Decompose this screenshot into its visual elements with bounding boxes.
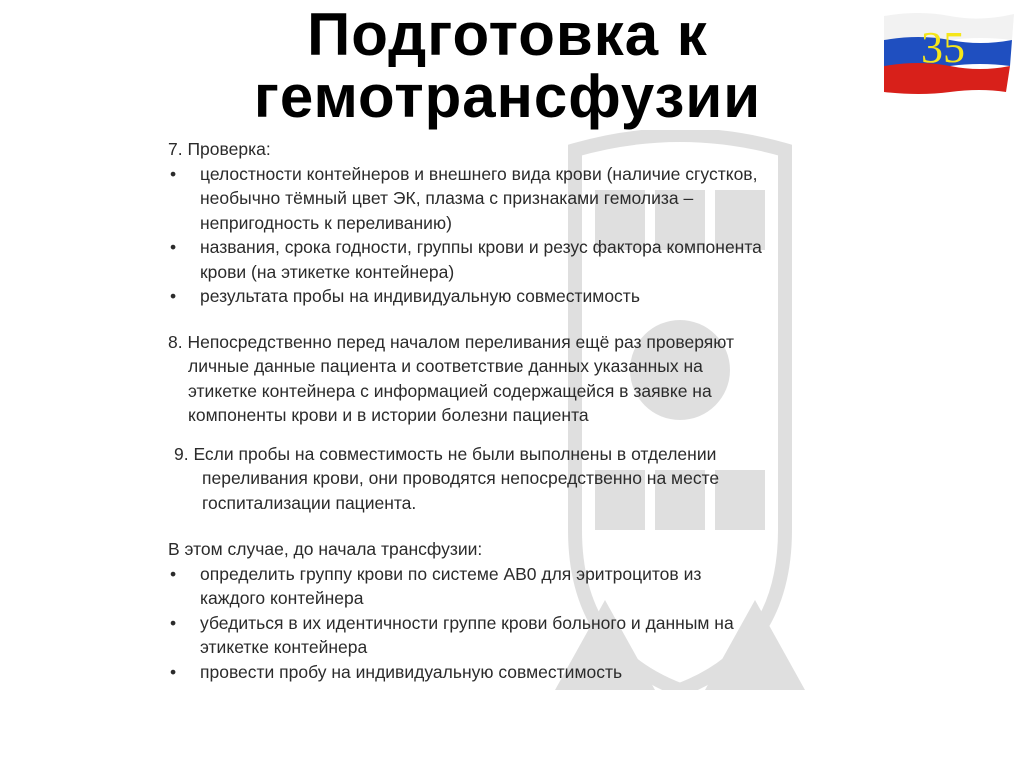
russian-flag-icon — [880, 10, 1018, 94]
slide-title-line-1: Подготовка к — [307, 1, 708, 68]
list-item-text: целостности контейнеров и внешнего вида крови (наличие сгустков, — [200, 163, 758, 184]
bullet-icon: • — [170, 661, 177, 682]
list-item-text: крови (на этикетке контейнера) — [200, 261, 455, 282]
section-7-heading: 7. Проверка: — [168, 139, 271, 159]
list-item — [168, 660, 858, 685]
list-item-text: определить группу крови по системе АВ0 для эритроцитов из — [200, 563, 702, 584]
section-9 — [168, 442, 858, 516]
slide-title — [150, 1, 865, 130]
list-item-text: результата пробы на индивидуальную совместимость — [200, 286, 640, 306]
list-item-text: убедиться в их идентичности группе крови больного и данным на — [200, 612, 734, 633]
bullet-icon: • — [170, 286, 177, 306]
list-item-text: названия, срока годности, группы крови и резус фактора компонента — [200, 237, 762, 257]
list-item-text: провести пробу на индивидуальную совместимость — [200, 661, 623, 682]
section-8-line: этикетке контейнера с информацией содержащейся в заявке на — [188, 380, 712, 401]
list-item-text: этикетке контейнера — [200, 637, 368, 657]
section-8-line: личные данные пациента и соответствие данных указанных на — [188, 356, 703, 376]
list-item — [168, 562, 858, 611]
bullet-icon: • — [170, 163, 177, 184]
bullet-icon: • — [170, 612, 177, 633]
list-item-text: каждого контейнера — [200, 588, 364, 608]
section-8-line: компоненты крови и в истории болезни пациента — [188, 405, 589, 425]
list-item — [168, 162, 858, 236]
list-item — [168, 611, 858, 660]
list-item — [168, 235, 858, 284]
section-9-line: переливания крови, они проводятся непосредственно на месте — [202, 468, 720, 488]
list-item-text: непригодность к переливанию) — [200, 212, 452, 233]
bullet-icon: • — [170, 237, 177, 257]
section-9-line: госпитализации пациента. — [202, 492, 417, 513]
section-9-line: 9. Если пробы на совместимость не были выполнены в отделении — [174, 443, 717, 464]
list-item — [168, 284, 858, 309]
list-item-text: необычно тёмный цвет ЭК, плазма с признаками гемолиза – — [200, 188, 694, 208]
section-8 — [168, 330, 858, 428]
section-case-heading: В этом случае, до начала трансфузии: — [168, 539, 483, 559]
bullet-icon: • — [170, 563, 177, 584]
section-8-line: 8. Непосредственно перед началом переливания ещё раз проверяют — [168, 331, 734, 352]
slide-number: 35 — [921, 23, 965, 72]
slide-title-line-2: гемотрансфузии — [253, 63, 762, 130]
slide-body — [168, 137, 858, 684]
